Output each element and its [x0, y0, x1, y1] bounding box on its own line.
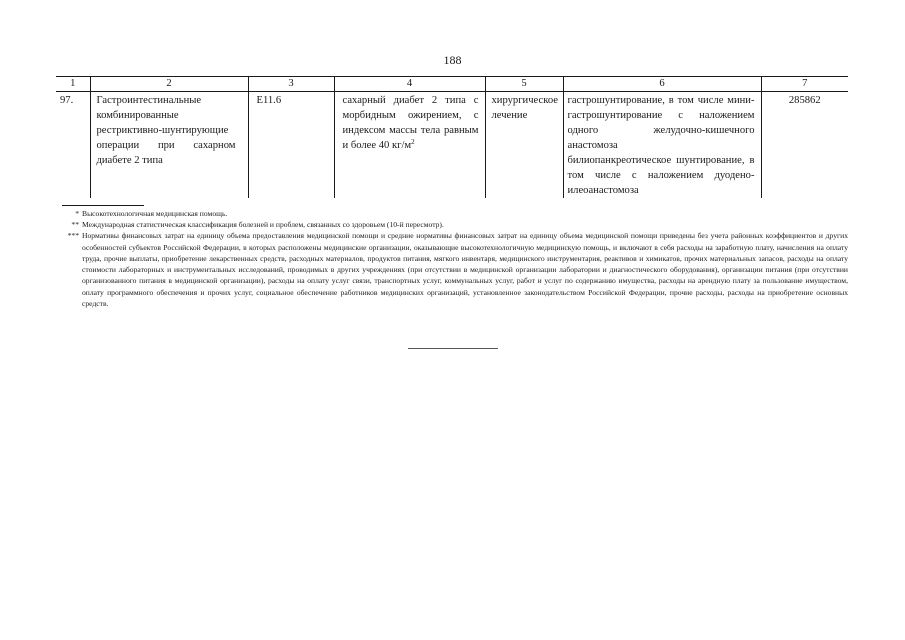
- vmp-name-text: Гастроинтестинальные комбинированные рестриктивно-шунтирующие операции при сахарном диабете 2 типа: [96, 95, 236, 167]
- row-number: 97.: [60, 95, 74, 107]
- column-header: 2: [90, 77, 248, 92]
- footnotes: [56, 208, 848, 309]
- table-row: [56, 92, 848, 199]
- cost-norm: 285862: [761, 92, 848, 199]
- treatment-method-1: гастрошунтирование, в том числе мини-гастрошунтирование с наложением одного желудочно-кишечного анастомоза: [567, 95, 755, 152]
- footnote-separator: [62, 205, 144, 206]
- treatment-type: хирургическое лечение: [485, 92, 563, 199]
- footnote-mark: *: [75, 209, 79, 218]
- page-number: 188: [443, 53, 462, 67]
- column-header: 7: [761, 77, 848, 92]
- patient-model: [334, 92, 485, 199]
- footnote-text: Нормативы финансовых затрат на единицу объема предоставления медицинской помощи и средние нормативы финансовых затрат на единицу объема медицинской помощи приведены без учета районных коэффициентов и других особенностей субъектов Российской Федерации, в которых расположены медицинские организации, оказывающие высокотехнологичную медицинскую помощь, и включают в себя расходы на заработную плату, начисления на оплату труда, прочие выплаты, приобретение лекарственных средств, расходных материалов, продуктов питания, мягкого инвентаря, медицинского инструментария, реактивов и химикатов, прочих материальных запасов, расходы на оплату стоимости лабораторных и инструментальных исследований, проводимых в других учреждениях (при отсутствии в медицинской организации лаборатории и диагностического оборудования), организации питания (при отсутствии организованного питания в медицинской организации), расходы на оплату услуг связи, транспортных услуг, коммунальных услуг, работ и услуг по содержанию имущества, расходы на арендную плату за пользование имуществом, оплату программного обеспечения и прочих услуг, социальное обеспечение работников медицинских организаций, установленное законодательством Российской Федерации, прочие расходы, расходы на приобретение основных средств.: [82, 231, 848, 308]
- vmp-name: [90, 92, 248, 199]
- icd-code: E11.6: [248, 92, 334, 199]
- column-header: 3: [248, 77, 334, 92]
- treatment-method-2: билиопанкреотическое шунтирование, в том числе с наложением дуодено-илеоанастомоза: [567, 155, 755, 197]
- patient-model-superscript: 2: [411, 138, 415, 147]
- table-header-row: [56, 77, 848, 92]
- treatment-method: [563, 92, 761, 199]
- footnote-mark: ***: [67, 231, 79, 241]
- footnote-mark: **: [71, 220, 79, 230]
- column-header: 5: [485, 77, 563, 92]
- footnote-text: Высокотехнологичная медицинская помощь.: [82, 209, 228, 218]
- footnote-item: [56, 230, 848, 309]
- column-header: 6: [563, 77, 761, 92]
- end-of-document-rule: [408, 348, 498, 349]
- vmp-table: [56, 76, 848, 198]
- column-header: 1: [56, 77, 90, 92]
- footnote-item: [56, 219, 848, 230]
- footnote-text: Международная статистическая классификация болезней и проблем, связанных со здоровьем (10-й пересмотр).: [82, 220, 444, 230]
- footnote-item: [56, 208, 848, 219]
- column-header: 4: [334, 77, 485, 92]
- patient-model-text: сахарный диабет 2 типа с морбидным ожирением, с индексом массы тела равным и более 40 кг/м: [342, 95, 479, 152]
